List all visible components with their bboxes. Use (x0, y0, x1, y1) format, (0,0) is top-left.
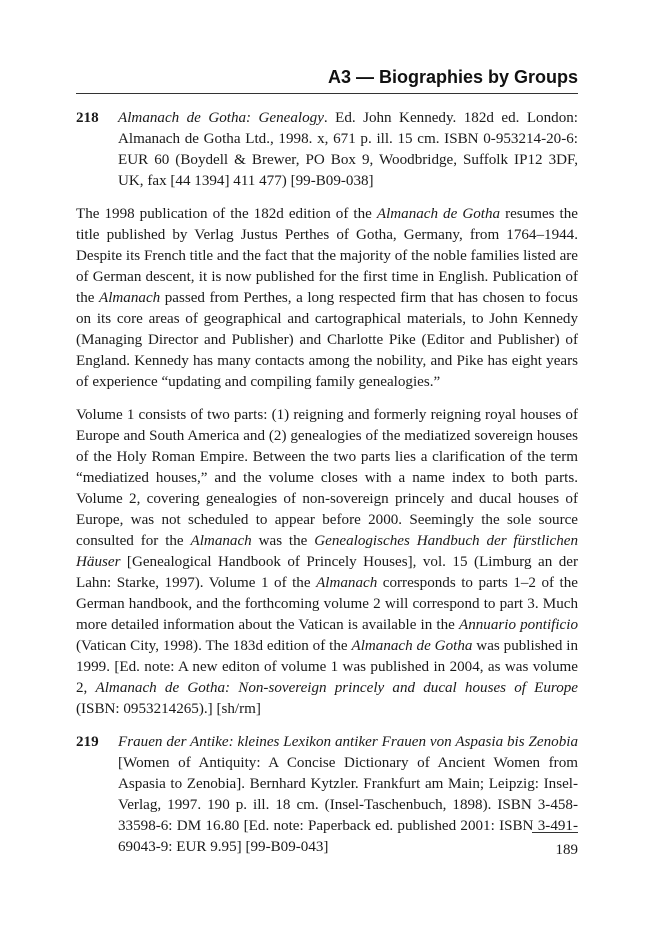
header-rule (76, 93, 578, 94)
bibliography-entry-218 (76, 108, 578, 192)
page-body (76, 108, 578, 870)
entry-details: . Ed. John Kennedy. 182d ed. London: Almanach de Gotha Ltd., 1998. x, 671 p. ill. 15 cm. ISBN 0-953214-20-6: EUR 60 (Boydell & Brewer, PO Box 9, Woodbridge, Suffolk IP12 3DF, UK, fax [44 1394] 411 477) [99-B09-038] (118, 110, 578, 189)
review-text: [Genealogical Handbook of Princely Houses], vol. 15 (Limburg an der Lahn: Starke, 1997). Volume 1 of the (76, 554, 578, 591)
review-italic: Almanach (190, 533, 252, 549)
review-text: passed from Perthes, a long respected firm that has chosen to focus on its core areas of geographical and cartographical materials, to John Kennedy (Managing Director and Publisher) and Charlotte Pike (Editor and Publisher) of England. Kennedy has many contacts among the nobility, and Pike has eight years of experience “updating and compiling family genealogies.” (76, 290, 578, 390)
document-page (76, 0, 578, 930)
entry-number: 219 (76, 734, 99, 750)
review-text: (ISBN: 0953214265).] [sh/rm] (76, 701, 261, 717)
review-text: was the (251, 533, 315, 549)
review-paragraph-2 (76, 405, 578, 720)
review-italic: Almanach (98, 290, 161, 306)
page-number: 189 (555, 842, 578, 858)
running-header: A3 — Biographies by Groups (327, 67, 578, 87)
entry-number: 218 (76, 110, 99, 126)
entry-title: Almanach de Gotha: Genealogy (118, 110, 324, 126)
footer-rule (532, 832, 578, 833)
review-text: corresponds to parts 1–2 of the German handbook, and the forthcoming volume 2 will correspond to part 3. Much more detailed information about the Vatican is available in the (76, 575, 578, 633)
review-text: The 1998 publication of the 182d edition of the (76, 206, 377, 222)
review-italic: Almanach (316, 575, 378, 591)
review-text: was published in 1999. [Ed. note: A new editon of volume 1 was published in 2004, as was volume 2, (76, 638, 578, 696)
review-text: (Vatican City, 1998). The 183d edition of the (76, 638, 352, 654)
entry-details: [Women of Antiquity: A Concise Dictionary of Ancient Women from Aspasia to Zenobia]. Bernhard Kytzler. Frankfurt am Main; Leipzig: Insel-Verlag, 1997. 190 p. ill. 18 cm. (Insel-Taschenbuch, 1898). ISBN 3-458-33598-6: DM 16.80 [Ed. note: Paperback ed. published 2001: ISBN 3-491-69043-9: EUR 9.95] [99-B09-043] (118, 755, 578, 855)
review-text: resumes the title published by Verlag Justus Perthes of Gotha, Germany, from 1764–1944. Despite its French title and the fact that the majority of the noble families listed are of German descent, it is now published for the first time in English. Publication of the (76, 206, 578, 306)
review-text: Volume 1 consists of two parts: (1) reigning and formerly reigning royal houses of Europe and South America and (2) genealogies of the mediatized sovereign houses of the Holy Roman Empire. Between the two parts lies a clarification of the term “mediatized houses,” and the volume closes with a name index to both parts. Volume 2, covering genealogies of non-sovereign princely and ducal houses of Europe, was not scheduled to appear before 2000. Seemingly the sole source consulted for the (76, 407, 578, 549)
review-italic: Almanach de Gotha (376, 206, 501, 222)
review-italic: Genealogisches Handbuch der fürstlichen Häuser (76, 533, 578, 570)
review-paragraph-1 (76, 204, 578, 393)
bibliography-entry-219 (76, 732, 578, 858)
review-italic: Almanach de Gotha (351, 638, 473, 654)
review-italic: Annuario pontificio (458, 617, 578, 633)
entry-title: Frauen der Antike: kleines Lexikon antiker Frauen von Aspasia bis Zenobia (118, 734, 578, 750)
review-italic: Almanach de Gotha: Non-sovereign princely and ducal houses of Europe (95, 680, 579, 696)
